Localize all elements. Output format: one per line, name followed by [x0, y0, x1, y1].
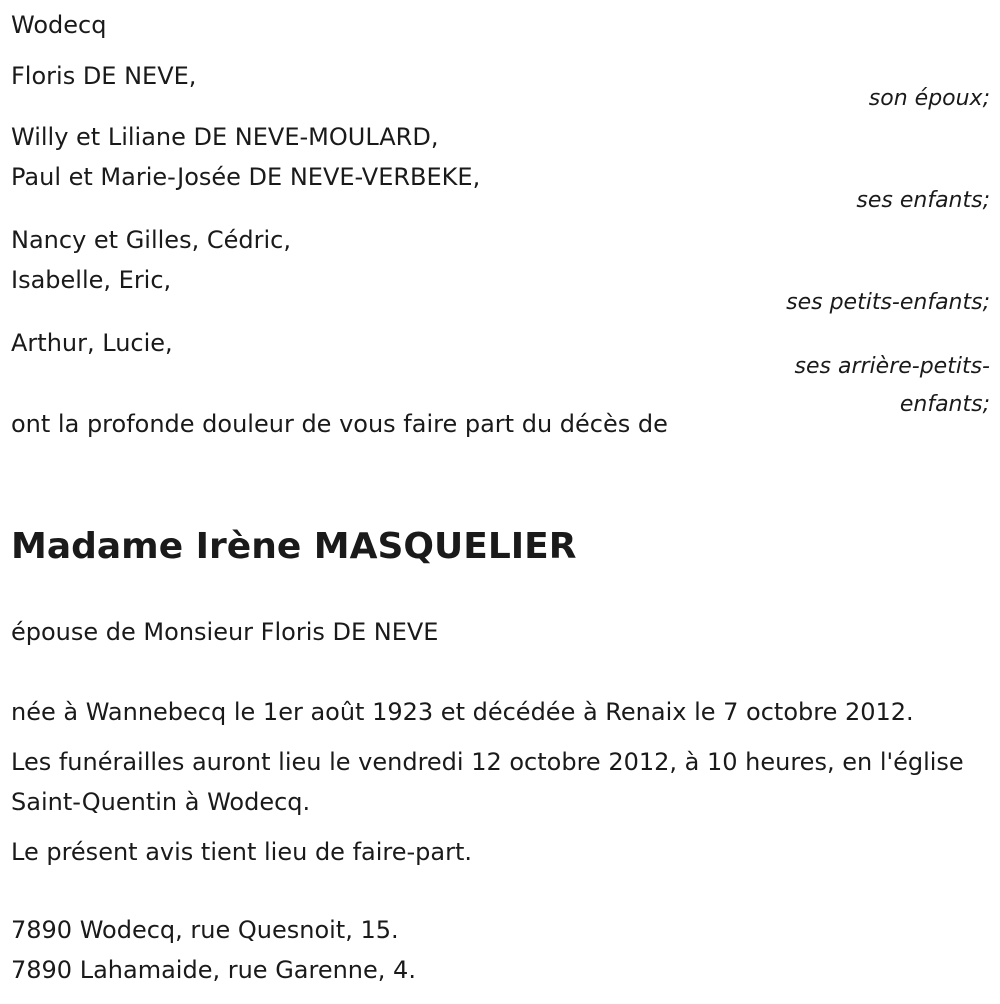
address-1: 7890 Wodecq, rue Quesnoit, 15.: [11, 916, 399, 944]
deceased-name: Madame Irène MASQUELIER: [11, 526, 577, 567]
announcement-text: ont la profonde douleur de vous faire part du décès de: [11, 410, 668, 438]
relation-children: ses enfants;: [856, 188, 990, 213]
relation-grandchildren: ses petits-enfants;: [786, 290, 990, 315]
birth-death-line: née à Wannebecq le 1er août 1923 et décédée à Renaix le 7 octobre 2012.: [11, 698, 914, 726]
address-2: 7890 Lahamaide, rue Garenne, 4.: [11, 956, 416, 984]
relation-great-grandchildren: ses arrière-petits-enfants;: [794, 354, 990, 417]
relation-spouse: son époux;: [868, 86, 990, 111]
grandchild-line-1: Nancy et Gilles, Cédric,: [11, 226, 291, 254]
grandchild-line-2: Isabelle, Eric,: [11, 266, 172, 294]
child-line-2: Paul et Marie-Josée DE NEVE-VERBEKE,: [11, 163, 481, 191]
spouse-line: épouse de Monsieur Floris DE NEVE: [11, 618, 439, 646]
funeral-details: Les funérailles auront lieu le vendredi 12 octobre 2012, à 10 heures, en l'église Saint-Quentin à Wodecq.: [11, 748, 964, 816]
great-grandchild-line: Arthur, Lucie,: [11, 329, 173, 357]
spouse-name: Floris DE NEVE,: [11, 62, 197, 90]
place-heading: Wodecq: [11, 11, 107, 39]
notice-line: Le présent avis tient lieu de faire-part.: [11, 838, 473, 866]
child-line-1: Willy et Liliane DE NEVE-MOULARD,: [11, 123, 439, 151]
